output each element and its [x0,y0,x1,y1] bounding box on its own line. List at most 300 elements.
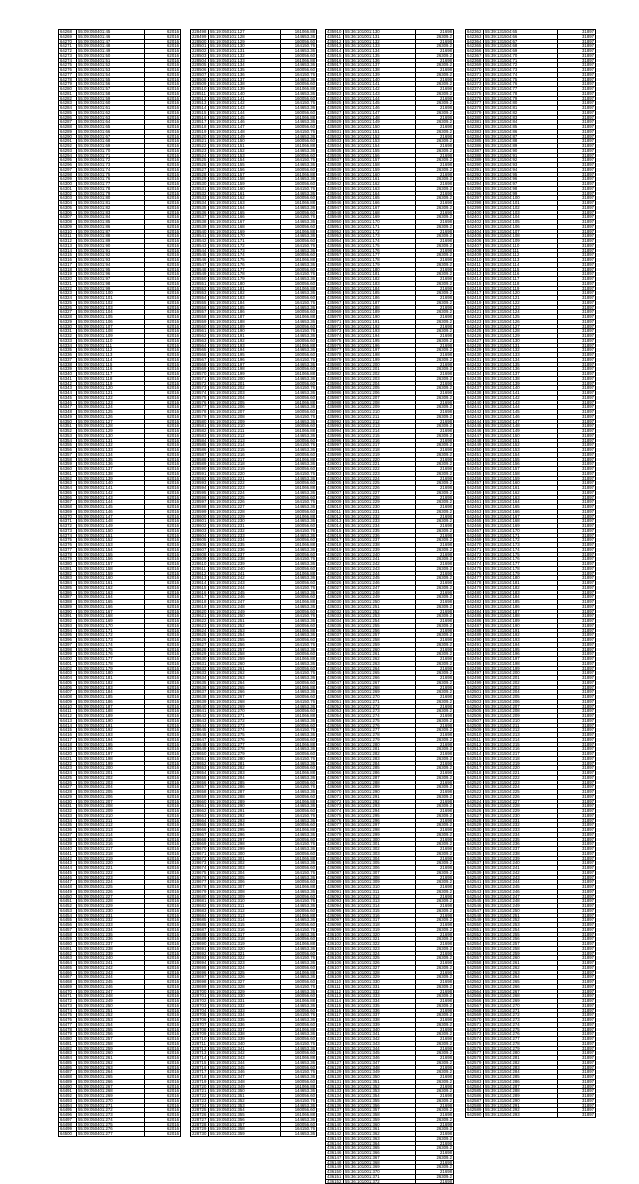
cadastral-number-cell: 55:39:131504:217 [484,752,558,757]
row-number-cell: 228686 [191,923,209,928]
row-number-cell: 228586 [191,448,209,453]
row-number-cell: 436063 [326,756,344,761]
cadastral-value-cell: 62016 [145,1098,181,1103]
cadastral-number-cell: 55:36:101001:296 [344,818,416,823]
cadastral-value-cell: 160056.60 [281,837,317,842]
row-number-cell: 228608 [191,552,209,557]
row-number-cell: 642395 [466,186,484,191]
cadastral-value-cell: 31897 [558,391,596,396]
cadastral-number-cell: 55:36:101001:246 [344,581,416,586]
cadastral-number-cell: 55:36:101001:330 [344,980,416,985]
row-number-cell: 64466 [59,970,77,975]
cadastral-value-cell: 144653.36 [281,348,317,353]
row-number-cell: 435932 [326,134,344,139]
cadastral-value-cell: 31897 [558,144,596,149]
row-number-cell: 642486 [466,619,484,624]
row-number-cell: 64405 [59,680,77,685]
cadastral-number-cell: 55:19:050101:180 [209,281,281,286]
row-number-cell: 642366 [466,49,484,54]
cadastral-number-cell: 55:19:050101:244 [209,585,281,590]
cadastral-value-cell: 144653.36 [281,847,317,852]
cadastral-number-cell: 55:09:050401:71 [77,153,145,158]
cadastral-value-cell: 26309.2 [416,614,454,619]
cadastral-value-cell: 21698 [416,799,454,804]
cadastral-number-cell: 55:39:131504:81 [484,106,558,111]
cadastral-number-cell: 55:39:131504:235 [484,837,558,842]
cadastral-number-cell: 55:39:131504:74 [484,72,558,77]
cadastral-number-cell: 55:09:050401:241 [77,961,145,966]
cadastral-number-cell: 55:09:050401:253 [77,1018,145,1023]
cadastral-value-cell: 26309.2 [416,424,454,429]
row-number-cell: 642450 [466,448,484,453]
cadastral-value-cell: 62016 [145,1075,181,1080]
row-number-cell: 642409 [466,253,484,258]
cadastral-value-cell: 31897 [558,305,596,310]
row-number-cell: 64387 [59,595,77,600]
cadastral-value-cell: 164150.76 [281,72,317,77]
cadastral-number-cell: 55:36:101001:348 [344,1065,416,1070]
cadastral-value-cell: 26309.2 [416,671,454,676]
cadastral-number-cell: 55:39:131504:131 [484,343,558,348]
row-number-cell: 642538 [466,866,484,871]
row-number-cell: 228710 [191,1037,209,1042]
cadastral-value-cell: 164150.76 [281,443,317,448]
cadastral-value-cell: 21698 [416,818,454,823]
cadastral-value-cell: 26309.2 [416,148,454,153]
cadastral-value-cell: 161066.88 [281,1084,317,1089]
row-number-cell: 64268 [59,30,77,35]
cadastral-value-cell: 62016 [145,818,181,823]
cadastral-value-cell: 31897 [558,951,596,956]
cadastral-number-cell: 55:09:050401:202 [77,775,145,780]
cadastral-number-cell: 55:09:050401:137 [77,467,145,472]
cadastral-value-cell: 26309.2 [416,91,454,96]
row-number-cell: 228645 [191,728,209,733]
cadastral-number-cell: 55:39:131504:183 [484,590,558,595]
cadastral-number-cell: 55:36:101001:233 [344,519,416,524]
cadastral-value-cell: 21698 [416,1103,454,1108]
cadastral-number-cell: 55:19:050101:152 [209,148,281,153]
row-number-cell: 64483 [59,1051,77,1056]
cadastral-value-cell: 62016 [145,495,181,500]
cadastral-number-cell: 55:09:050401:269 [77,1094,145,1099]
cadastral-value-cell: 164150.76 [281,1013,317,1018]
cadastral-value-cell: 164150.76 [281,1098,317,1103]
cadastral-number-cell: 55:19:050101:190 [209,329,281,334]
cadastral-number-cell: 55:36:101001:298 [344,828,416,833]
cadastral-value-cell: 21698 [416,248,454,253]
cadastral-number-cell: 55:36:101001:252 [344,609,416,614]
cadastral-value-cell: 31897 [558,866,596,871]
row-number-cell: 64455 [59,918,77,923]
cadastral-number-cell: 55:09:050401:126 [77,414,145,419]
cadastral-value-cell: 62016 [145,87,181,92]
cadastral-number-cell: 55:09:050401:105 [77,315,145,320]
cadastral-value-cell: 21698 [416,229,454,234]
row-number-cell: 642480 [466,590,484,595]
row-number-cell: 64471 [59,994,77,999]
cadastral-value-cell: 144653.36 [281,1018,317,1023]
cadastral-value-cell: 26309.2 [416,1013,454,1018]
cadastral-value-cell: 26309.2 [416,1060,454,1065]
cadastral-number-cell: 55:36:101001:307 [344,870,416,875]
cadastral-value-cell: 164150.76 [281,329,317,334]
cadastral-number-cell: 55:19:050101:142 [209,101,281,106]
cadastral-value-cell: 161066.88 [281,970,317,975]
cadastral-value-cell: 31897 [558,647,596,652]
table-body [191,30,317,1137]
cadastral-value-cell: 31897 [558,234,596,239]
cadastral-value-cell: 31897 [558,433,596,438]
cadastral-value-cell: 160056.60 [281,182,317,187]
cadastral-value-cell: 161066.88 [281,771,317,776]
cadastral-number-cell: 55:36:101001:347 [344,1060,416,1065]
row-number-cell: 64415 [59,728,77,733]
cadastral-value-cell: 31897 [558,1065,596,1070]
cadastral-value-cell: 161066.88 [281,286,317,291]
cadastral-value-cell: 62016 [145,1094,181,1099]
cadastral-value-cell: 26309.2 [416,272,454,277]
row-number-cell: 642590 [466,1113,484,1118]
cadastral-number-cell: 55:09:050401:237 [77,942,145,947]
cadastral-number-cell: 55:09:050401:45 [77,30,145,35]
cadastral-value-cell: 62016 [145,1032,181,1037]
cadastral-value-cell: 31897 [558,1060,596,1065]
row-number-cell: 642502 [466,695,484,700]
row-number-cell: 436104 [326,951,344,956]
cadastral-value-cell: 62016 [145,63,181,68]
cadastral-number-cell: 55:09:050401:166 [77,604,145,609]
row-number-cell: 642398 [466,201,484,206]
cadastral-value-cell: 62016 [145,870,181,875]
cadastral-value-cell: 62016 [145,1117,181,1122]
row-number-cell: 436143 [326,1136,344,1141]
cadastral-number-cell: 55:19:050101:188 [209,319,281,324]
row-number-cell: 435997 [326,443,344,448]
cadastral-number-cell: 55:36:101001:134 [344,49,416,54]
cadastral-value-cell: 160056.60 [281,424,317,429]
cadastral-number-cell: 55:36:101001:329 [344,975,416,980]
row-number-cell: 64364 [59,486,77,491]
cadastral-value-cell: 62016 [145,614,181,619]
row-number-cell: 228729 [191,1127,209,1132]
cadastral-number-cell: 55:39:131504:233 [484,828,558,833]
cadastral-number-cell: 55:09:050401:211 [77,818,145,823]
cadastral-value-cell: 31897 [558,172,596,177]
row-number-cell: 64451 [59,899,77,904]
cadastral-number-cell: 55:39:131504:137 [484,372,558,377]
row-number-cell: 228515 [191,110,209,115]
cadastral-value-cell: 31897 [558,220,596,225]
cadastral-value-cell: 62016 [145,562,181,567]
cadastral-number-cell: 55:19:050101:208 [209,414,281,419]
cadastral-value-cell: 21698 [416,30,454,35]
row-number-cell: 228727 [191,1117,209,1122]
cadastral-value-cell: 31897 [558,129,596,134]
row-number-cell: 436107 [326,965,344,970]
cadastral-number-cell: 55:36:101001:214 [344,429,416,434]
cadastral-number-cell: 55:36:101001:254 [344,619,416,624]
cadastral-value-cell: 144653.36 [281,376,317,381]
cadastral-value-cell: 31897 [558,961,596,966]
cadastral-number-cell: 55:36:101001:210 [344,410,416,415]
cadastral-value-cell: 62016 [145,756,181,761]
cadastral-number-cell: 55:09:050401:236 [77,937,145,942]
cadastral-number-cell: 55:09:050401:159 [77,571,145,576]
cadastral-value-cell: 21698 [416,1151,454,1156]
row-number-cell: 436148 [326,1160,344,1165]
row-number-cell: 64462 [59,951,77,956]
row-number-cell: 64285 [59,110,77,115]
cadastral-number-cell: 55:36:101001:310 [344,885,416,890]
row-number-cell: 228668 [191,837,209,842]
cadastral-number-cell: 55:39:131504:143 [484,400,558,405]
row-number-cell: 64287 [59,120,77,125]
cadastral-value-cell: 144653.36 [281,704,317,709]
row-number-cell: 642430 [466,353,484,358]
cadastral-value-cell: 144653.36 [281,448,317,453]
row-number-cell: 228632 [191,666,209,671]
cadastral-value-cell: 62016 [145,965,181,970]
cadastral-number-cell: 55:19:050101:321 [209,951,281,956]
row-number-cell: 64336 [59,353,77,358]
cadastral-value-cell: 144653.36 [281,319,317,324]
cadastral-value-cell: 21698 [416,239,454,244]
cadastral-number-cell: 55:39:131504:255 [484,932,558,937]
cadastral-value-cell: 62016 [145,220,181,225]
cadastral-number-cell: 55:36:101001:360 [344,1122,416,1127]
cadastral-value-cell: 160056.60 [281,509,317,514]
cadastral-value-cell: 31897 [558,438,596,443]
cadastral-value-cell: 26309.2 [416,927,454,932]
cadastral-value-cell: 21698 [416,1141,454,1146]
cadastral-number-cell: 55:19:050101:139 [209,87,281,92]
cadastral-number-cell: 55:09:050401:114 [77,357,145,362]
cadastral-number-cell: 55:39:131504:222 [484,775,558,780]
row-number-cell: 642455 [466,471,484,476]
cadastral-value-cell: 62016 [145,999,181,1004]
row-number-cell: 228551 [191,281,209,286]
cadastral-number-cell: 55:36:101001:199 [344,357,416,362]
cadastral-value-cell: 144653.36 [281,277,317,282]
cadastral-value-cell: 26309.2 [416,528,454,533]
cadastral-number-cell: 55:39:131504:159 [484,476,558,481]
row-number-cell: 64442 [59,856,77,861]
cadastral-value-cell: 62016 [145,172,181,177]
row-number-cell: 642533 [466,842,484,847]
cadastral-number-cell: 55:09:050401:203 [77,780,145,785]
row-number-cell: 64332 [59,334,77,339]
row-number-cell: 436131 [326,1079,344,1084]
cadastral-number-cell: 55:36:101001:328 [344,970,416,975]
cadastral-value-cell: 26309.2 [416,747,454,752]
cadastral-value-cell: 62016 [145,272,181,277]
cadastral-number-cell: 55:09:050401:245 [77,980,145,985]
row-number-cell: 642434 [466,372,484,377]
cadastral-number-cell: 55:36:101001:333 [344,994,416,999]
cadastral-value-cell: 26309.2 [416,1022,454,1027]
cadastral-number-cell: 55:36:101001:149 [344,120,416,125]
row-number-cell: 436006 [326,486,344,491]
cadastral-value-cell: 31897 [558,400,596,405]
row-number-cell: 435965 [326,291,344,296]
cadastral-value-cell: 26309.2 [416,120,454,125]
row-number-cell: 642495 [466,661,484,666]
cadastral-value-cell: 21698 [416,495,454,500]
cadastral-number-cell: 55:19:050101:213 [209,438,281,443]
row-number-cell: 435927 [326,110,344,115]
cadastral-value-cell: 62016 [145,376,181,381]
row-number-cell: 64297 [59,167,77,172]
cadastral-number-cell: 55:19:050101:202 [209,386,281,391]
cadastral-value-cell: 62016 [145,1018,181,1023]
cadastral-number-cell: 55:09:050401:83 [77,210,145,215]
cadastral-value-cell: 62016 [145,623,181,628]
cadastral-value-cell: 161066.88 [281,87,317,92]
cadastral-number-cell: 55:19:050101:177 [209,267,281,272]
cadastral-number-cell: 55:19:050101:204 [209,395,281,400]
cadastral-number-cell: 55:09:050401:263 [77,1065,145,1070]
cadastral-value-cell: 31897 [558,167,596,172]
cadastral-value-cell: 160056.60 [281,965,317,970]
cadastral-number-cell: 55:19:050101:217 [209,457,281,462]
row-number-cell: 436132 [326,1084,344,1089]
cadastral-value-cell: 31897 [558,818,596,823]
cadastral-number-cell: 55:09:050401:149 [77,524,145,529]
row-number-cell: 435978 [326,353,344,358]
row-number-cell: 64371 [59,519,77,524]
cadastral-number-cell: 55:09:050401:215 [77,837,145,842]
cadastral-value-cell: 31897 [558,742,596,747]
row-number-cell: 436045 [326,671,344,676]
cadastral-value-cell: 21698 [416,448,454,453]
cadastral-value-cell: 160056.60 [281,923,317,928]
cadastral-number-cell: 55:09:050401:173 [77,638,145,643]
cadastral-value-cell: 26309.2 [416,63,454,68]
row-number-cell: 642393 [466,177,484,182]
row-number-cell: 64311 [59,234,77,239]
row-number-cell: 436016 [326,533,344,538]
cadastral-value-cell: 62016 [145,733,181,738]
cadastral-number-cell: 55:19:050101:162 [209,196,281,201]
row-number-cell: 435973 [326,329,344,334]
cadastral-value-cell: 26309.2 [416,1003,454,1008]
row-number-cell: 642442 [466,410,484,415]
cadastral-value-cell: 31897 [558,63,596,68]
cadastral-number-cell: 55:19:050101:290 [209,804,281,809]
cadastral-value-cell: 26309.2 [416,500,454,505]
cadastral-value-cell: 26309.2 [416,566,454,571]
cadastral-value-cell: 31897 [558,334,596,339]
row-number-cell: 642567 [466,1003,484,1008]
row-number-cell: 642551 [466,927,484,932]
cadastral-number-cell: 55:36:101001:153 [344,139,416,144]
cadastral-value-cell: 21698 [416,429,454,434]
cadastral-number-cell: 55:19:050101:350 [209,1089,281,1094]
row-number-cell: 228498 [191,30,209,35]
row-number-cell: 642376 [466,96,484,101]
row-number-cell: 228534 [191,201,209,206]
cadastral-number-cell: 55:36:101001:287 [344,775,416,780]
row-number-cell: 228581 [191,424,209,429]
cadastral-value-cell: 21698 [416,125,454,130]
row-number-cell: 642454 [466,467,484,472]
cadastral-value-cell: 144653.36 [281,433,317,438]
row-number-cell: 64313 [59,243,77,248]
cadastral-number-cell: 55:39:131504:146 [484,414,558,419]
cadastral-number-cell: 55:36:101001:322 [344,942,416,947]
cadastral-value-cell: 31897 [558,395,596,400]
row-number-cell: 64441 [59,851,77,856]
row-number-cell: 642418 [466,296,484,301]
cadastral-value-cell: 21698 [416,1046,454,1051]
cadastral-number-cell: 55:36:101001:150 [344,125,416,130]
cadastral-value-cell: 31897 [558,1070,596,1075]
cadastral-number-cell: 55:39:131504:208 [484,709,558,714]
row-number-cell: 642583 [466,1079,484,1084]
row-number-cell: 435980 [326,362,344,367]
cadastral-number-cell: 55:39:131504:186 [484,604,558,609]
cadastral-number-cell: 55:36:101001:304 [344,856,416,861]
cadastral-value-cell: 21698 [416,1037,454,1042]
cadastral-value-cell: 31897 [558,571,596,576]
cadastral-value-cell: 31897 [558,557,596,562]
row-number-cell: 642560 [466,970,484,975]
cadastral-value-cell: 160056.60 [281,908,317,913]
row-number-cell: 64469 [59,984,77,989]
row-number-cell: 642541 [466,880,484,885]
cadastral-number-cell: 55:36:101001:229 [344,500,416,505]
row-number-cell: 435937 [326,158,344,163]
cadastral-value-cell: 161066.88 [281,543,317,548]
cadastral-value-cell: 31897 [558,348,596,353]
row-number-cell: 64461 [59,946,77,951]
cadastral-value-cell: 21698 [416,334,454,339]
cadastral-number-cell: 55:36:101001:142 [344,87,416,92]
row-number-cell: 435995 [326,433,344,438]
cadastral-number-cell: 55:36:101001:139 [344,72,416,77]
cadastral-number-cell: 55:09:050401:160 [77,576,145,581]
row-number-cell: 642436 [466,381,484,386]
row-number-cell: 436022 [326,562,344,567]
row-number-cell: 642438 [466,391,484,396]
cadastral-number-cell: 55:19:050101:186 [209,310,281,315]
row-number-cell: 64376 [59,543,77,548]
cadastral-value-cell: 21698 [416,182,454,187]
cadastral-value-cell: 31897 [558,505,596,510]
cadastral-value-cell: 21698 [416,609,454,614]
row-number-cell: 64281 [59,91,77,96]
cadastral-number-cell: 55:09:050401:57 [77,87,145,92]
cadastral-number-cell: 55:36:101001:294 [344,809,416,814]
row-number-cell: 436123 [326,1041,344,1046]
cadastral-value-cell: 31897 [558,215,596,220]
cadastral-value-cell: 26309.2 [416,471,454,476]
row-number-cell: 642419 [466,300,484,305]
cadastral-number-cell: 55:36:101001:158 [344,163,416,168]
cadastral-value-cell: 144653.36 [281,1089,317,1094]
cadastral-number-cell: 55:39:131504:65 [484,30,558,35]
cadastral-number-cell: 55:19:050101:278 [209,747,281,752]
row-number-cell: 64476 [59,1018,77,1023]
cadastral-value-cell: 160056.60 [281,481,317,486]
row-number-cell: 228623 [191,623,209,628]
cadastral-value-cell: 31897 [558,576,596,581]
row-number-cell: 228575 [191,395,209,400]
cadastral-value-cell: 62016 [145,723,181,728]
cadastral-number-cell: 55:19:050101:238 [209,557,281,562]
cadastral-number-cell: 55:19:050101:241 [209,571,281,576]
